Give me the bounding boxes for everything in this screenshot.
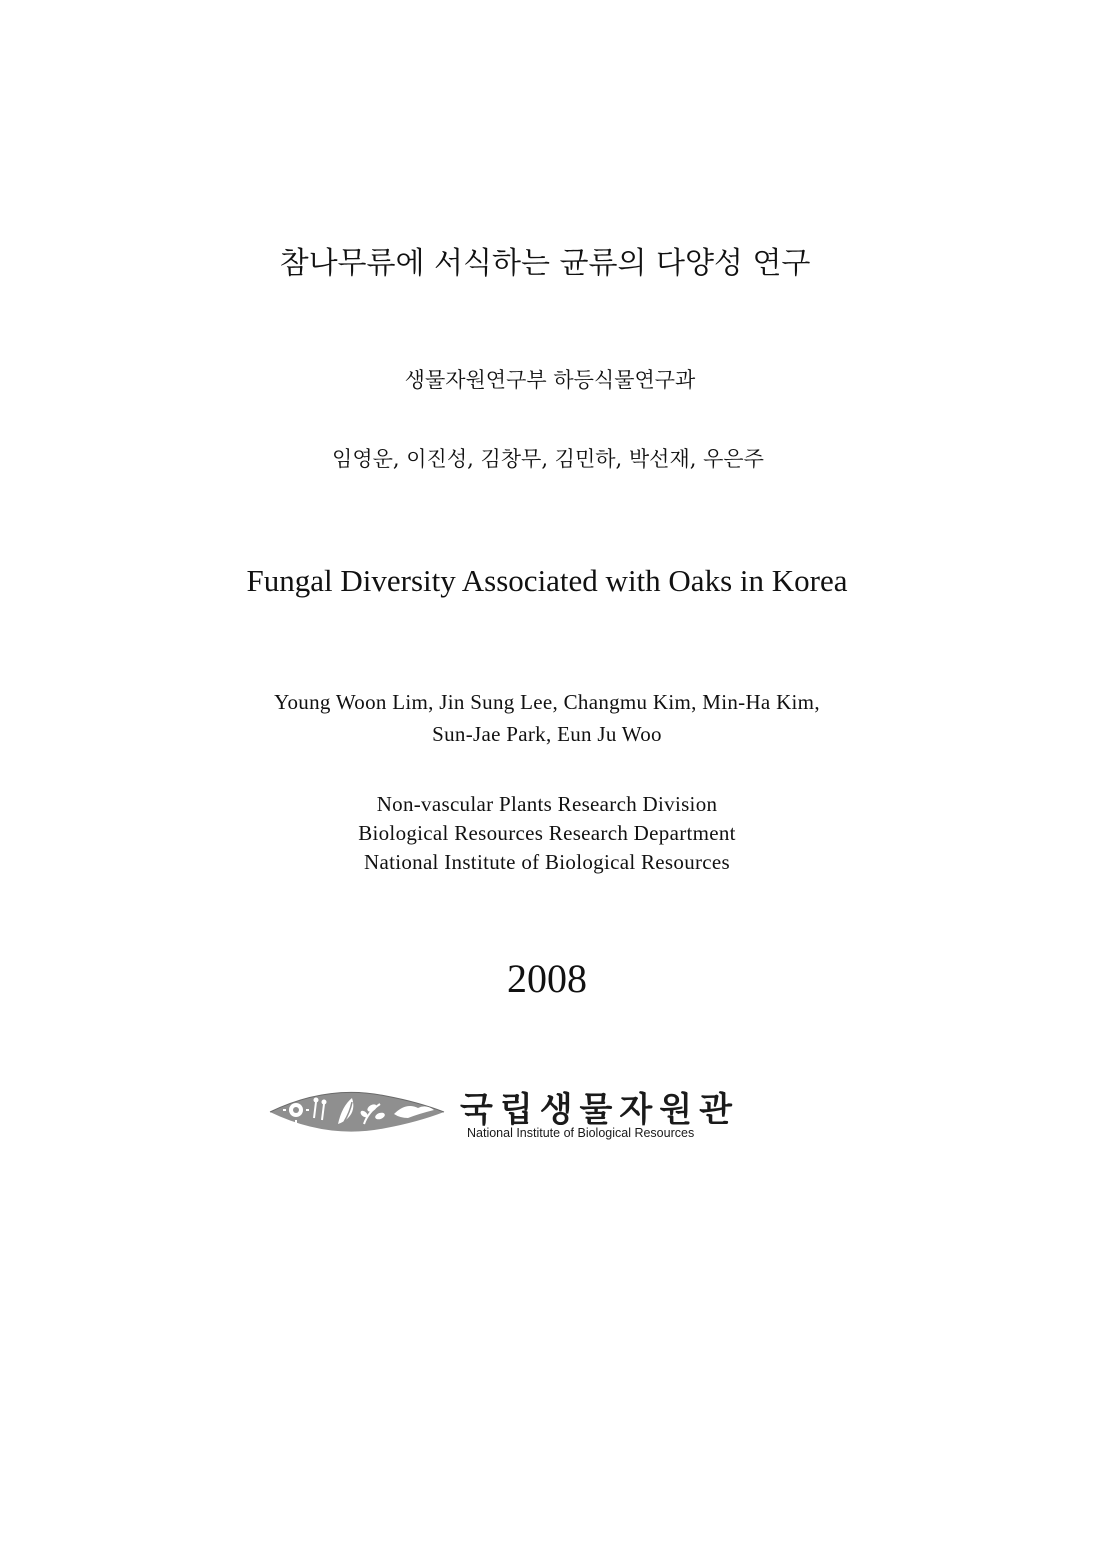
english-authors <box>0 686 1097 750</box>
logo-name-english: National Institute of Biological Resources <box>467 1126 695 1140</box>
publication-year: 2008 <box>507 956 587 1001</box>
korean-authors: 임영운, 이진성, 김창무, 김민하, 박선재, 우은주 <box>332 447 764 471</box>
english-affiliation <box>0 790 1097 877</box>
korean-department: 생물자원연구부 하등식물연구과 <box>404 368 696 392</box>
affiliation-institute: National Institute of Biological Resources <box>363 850 731 874</box>
english-authors-line-1: Young Woon Lim, Jin Sung Lee, Changmu Kim, Min-Ha Kim, <box>274 690 820 714</box>
english-title: Fungal Diversity Associated with Oaks in Korea <box>246 563 848 598</box>
english-authors-line-2: Sun-Jae Park, Eun Ju Woo <box>432 722 662 746</box>
affiliation-division: Non-vascular Plants Research Division <box>376 792 718 816</box>
affiliation-department: Biological Resources Research Department <box>358 821 736 845</box>
logo-name-korean: 국립생물자원관 <box>460 1090 739 1130</box>
leaf-emblem-icon <box>268 1088 448 1136</box>
korean-title: 참나무류에 서식하는 균류의 다양성 연구 <box>279 246 811 281</box>
institute-logo <box>268 1082 738 1152</box>
